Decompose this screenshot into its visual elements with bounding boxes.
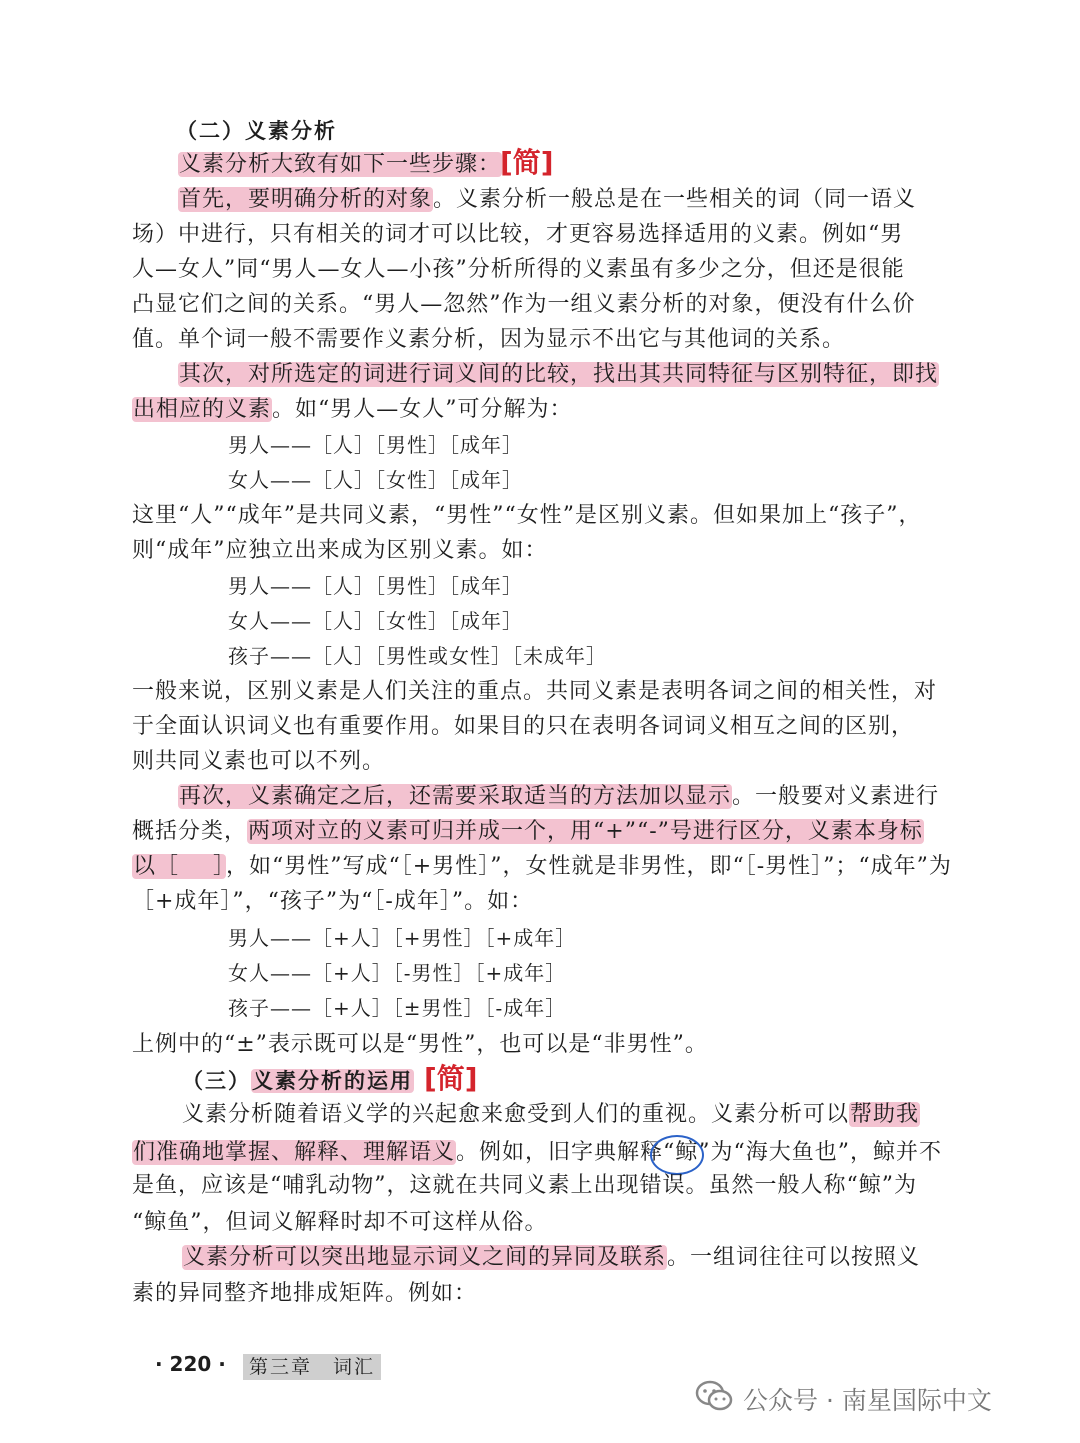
paragraph-line xyxy=(182,1097,932,1132)
text: 。义素分析一般总是在一些相关的词（同一语义 xyxy=(433,187,917,212)
example-line: 男人——［+人］［+男性］［+成年］ xyxy=(228,926,577,950)
example-line: 男人——［人］［男性］［成年］ xyxy=(228,433,523,457)
paragraph-line: 于全面认识词义也有重要作用。如果目的只在表明各词词义相互之间的区别， xyxy=(132,714,915,739)
highlight: 再次，义素确定之后，还需要采取适当的方法加以显示 xyxy=(179,784,732,809)
watermark xyxy=(695,1380,992,1420)
text: 以［ xyxy=(133,854,180,879)
paragraph-line: 素的异同整齐地排成矩阵。例如： xyxy=(132,1281,478,1306)
intro-line xyxy=(178,147,932,182)
paragraph-line: 场）中进行，只有相关的词才可以比较，才更容易选择适用的义素。例如“男 xyxy=(132,222,904,247)
handwritten-note: [简] xyxy=(424,1062,478,1095)
paragraph-line: 上例中的“±”表示既可以是“男性”，也可以是“非男性”。 xyxy=(132,1032,708,1057)
text: 概括分类， xyxy=(132,819,248,844)
paragraph-line: 则共同义素也可以不列。 xyxy=(132,749,386,774)
section-heading-2: （二）义素分析 xyxy=(176,119,337,143)
paragraph-line: 是鱼，应该是“哺乳动物”，这就在共同义素上出现错误。虽然一般人称“鲸”为 xyxy=(132,1173,917,1198)
text: 义素分析随着语义学的兴起愈来愈受到人们的重视。义素分析可以 xyxy=(182,1102,850,1127)
wechat-icon xyxy=(695,1380,733,1424)
paragraph-line xyxy=(178,182,932,217)
paragraph-line: 人—女人”同“男人—女人—小孩”分析所得的义素虽有多少之分，但还是很能 xyxy=(132,257,905,282)
paragraph-line xyxy=(178,357,939,392)
example-line: 女人——［人］［女性］［成年］ xyxy=(228,609,523,633)
page-number: · 220 · xyxy=(155,1352,226,1376)
text: 。例如，旧字典解释“鲸”为“海大鱼也”，鲸并不 xyxy=(456,1140,943,1165)
paragraph-line xyxy=(132,1135,943,1170)
text: ］ xyxy=(213,854,226,879)
chapter-label: 第三章 词汇 xyxy=(243,1354,381,1380)
highlight: 出相应的义素 xyxy=(133,397,272,422)
highlight: 帮助我 xyxy=(850,1102,920,1127)
paragraph-line xyxy=(178,779,940,814)
highlight xyxy=(132,854,226,879)
paragraph-line: “鲸鱼”，但词义解释时却不可这样从俗。 xyxy=(132,1210,548,1235)
paragraph-line: 则“成年”应独立出来成为区别义素。如： xyxy=(132,538,548,563)
example-line: 女人——［人］［女性］［成年］ xyxy=(228,468,523,492)
handwritten-note: [简] xyxy=(500,146,554,179)
paragraph-line xyxy=(132,814,932,849)
text: ，如“男性”写成“［+男性］”，女性就是非男性，即“［-男性］”；“成年”为 xyxy=(226,854,952,879)
highlight: 其次，对所选定的词进行词义间的比较，找出其共同特征与区别特征，即找 xyxy=(179,362,939,387)
paragraph-line xyxy=(132,392,932,427)
example-line: 男人——［人］［男性］［成年］ xyxy=(228,574,523,598)
paragraph-line xyxy=(182,1240,932,1275)
highlight: 义素分析大致有如下一些步骤： xyxy=(179,152,502,177)
highlight: 首先，要明确分析的对象 xyxy=(179,187,433,212)
watermark-text: 公众号 · 南星国际中文 xyxy=(743,1386,992,1415)
paragraph-line: 凸显它们之间的关系。“男人—忽然”作为一组义素分析的对象，便没有什么价 xyxy=(132,292,916,317)
text: 。如“男人—女人”可分解为： xyxy=(272,397,573,422)
highlight: 两项对立的义素可归并成一个，用“+”“-”号进行区分，义素本身标 xyxy=(248,819,923,844)
paragraph-line: ［+成年］”，“孩子”为“［-成年］”。如： xyxy=(132,889,534,914)
example-line: 孩子——［人］［男性或女性］［未成年］ xyxy=(228,644,607,668)
paragraph-line: 这里“人”“成年”是共同义素，“男性”“女性”是区别义素。但如果加上“孩子”， xyxy=(132,503,922,528)
paragraph-line: 值。单个词一般不需要作义素分析，因为显示不出它与其他词的关系。 xyxy=(132,327,846,352)
heading-label: （三） xyxy=(182,1069,251,1093)
highlight: 们准确地掌握、解释、理解语义 xyxy=(133,1140,456,1165)
example-line: 孩子——［+人］［±男性］［-成年］ xyxy=(228,996,567,1020)
text: 。一般要对义素进行 xyxy=(732,784,940,809)
paragraph-line xyxy=(132,849,952,884)
paragraph-line: 一般来说，区别义素是人们关注的重点。共同义素是表明各词之间的相关性，对 xyxy=(132,679,938,704)
example-line: 女人——［+人］［-男性］［+成年］ xyxy=(228,961,567,985)
section-heading-3 xyxy=(182,1066,414,1096)
highlight: 义素分析可以突出地显示词义之间的异同及联系 xyxy=(183,1245,667,1270)
highlight: 义素分析的运用 xyxy=(252,1069,413,1093)
text: 。一组词往往可以按照义 xyxy=(667,1245,921,1270)
